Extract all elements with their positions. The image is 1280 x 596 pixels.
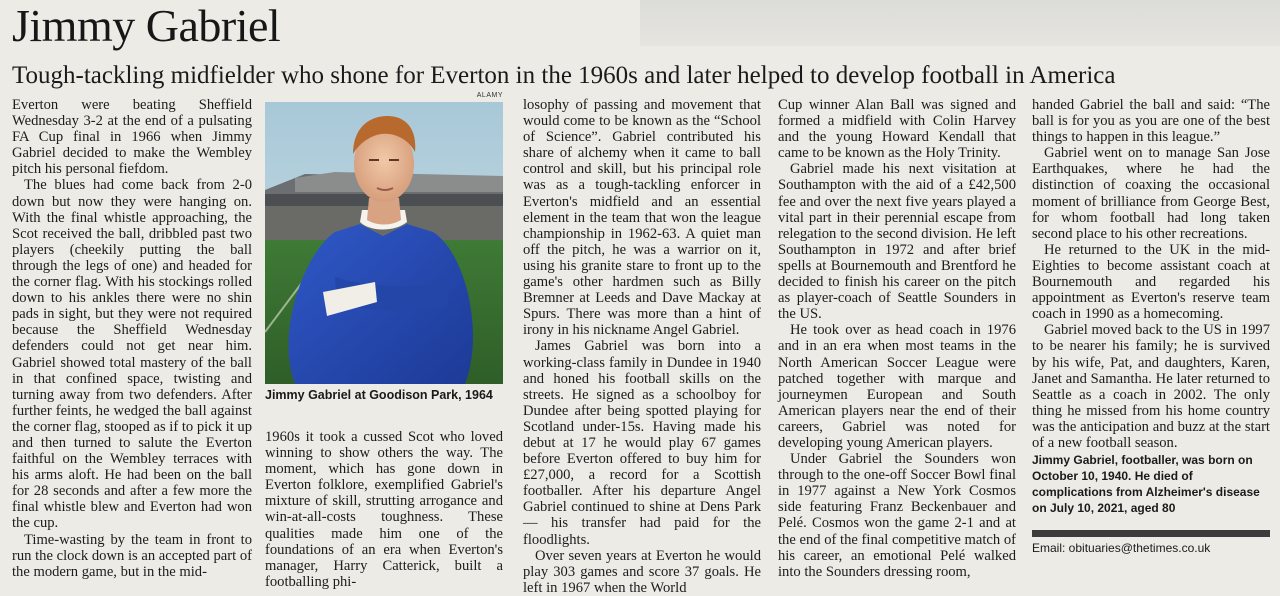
paragraph: James Gabriel was born into a working-class family in Dundee in 1940 and honed his football skills on the streets. He signed as a schoolboy for Dundee after being spotted playing for Scotland under-15s. Having made his debut at 17 he would play 67 games before Everton offered to buy him for £27,000, a record for a Scottish footballer. After his departure Angel Gabriel continued to shine at Dens Park — his transfer had paid for the floodlights.	[523, 338, 761, 548]
paragraph: handed Gabriel the ball and said: “The ball is for you as you are one of the best things to happen in this league.”	[1032, 97, 1270, 146]
body-column-4	[778, 97, 1016, 580]
body-column-5	[1032, 97, 1270, 451]
portrait-photo	[265, 102, 503, 384]
paragraph: Everton were beating Sheffield Wednesday 3-2 at the end of a pulsating FA Cup final in 1966 when Jimmy Gabriel decided to make the Wembley pitch his personal fiefdom.	[12, 97, 252, 178]
paragraph: losophy of passing and movement that would come to be known as the “School of Science”. Gabriel contributed his share of alchemy when it came to ball control and skill, but his principal role was as a tough-tackling enforcer in Everton's midfield and an essential element in the team that won the league championship in 1962-63. A quiet man off the pitch, he was a warrior on it, using his granite stare to front up to the game's other hardmen such as Billy Bremner at Leeds and Dave Mackay at Spurs. There was more than a hint of irony in his nickname Angel Gabriel.	[523, 97, 761, 339]
adjacent-page-bleed	[640, 0, 1280, 46]
contact-email[interactable]: Email: obituaries@thetimes.co.uk	[1032, 541, 1211, 555]
photo-block	[265, 92, 503, 384]
paragraph: He took over as head coach in 1976 and in an era when most teams in the North American Soccer League were patched together with marque and journeymen European and South American players near the end of their careers, Gabriel was noted for developing young American players.	[778, 322, 1016, 451]
bleed-through-text	[660, 6, 1260, 36]
paragraph: Over seven years at Everton he would play 303 games and score 37 goals. He left in 1967 when the World	[523, 547, 761, 596]
headline: Jimmy Gabriel	[12, 0, 281, 51]
paragraph: Cup winner Alan Ball was signed and formed a midfield with Colin Harvey and the young Howard Kendall that came to be known as the Holy Trinity.	[778, 97, 1016, 162]
paragraph: The blues had come back from 2-0 down but now they were hanging on. With the final whistle approaching, the Scot received the ball, dribbled past two players (cheekily putting the ball through the legs of one) and headed for the corner flag. With his stockings rolled down to his ankles there were no shin pads in sight, but they were not required because the Sheffield Wednesday defenders could not get near him. Gabriel showed total mastery of the ball in that confined space, twisting and turning away from two defenders. After further feints, he wedged the ball against the corner flag, stooped as if to pick it up and then turned to salute the Everton faithful on the Wembley terraces with his arms aloft. He had been on the ball for 28 seconds and after a few more the final whistle blew and Everton had won the cup.	[12, 177, 252, 532]
body-column-1	[12, 97, 252, 580]
photo-credit: ALAMY	[476, 92, 503, 99]
bio-note: Jimmy Gabriel, footballer, was born on October 10, 1940. He died of complications from Alzheimer's disease on July 10, 2021, aged 80	[1032, 453, 1260, 515]
paragraph: 1960s it took a cussed Scot who loved winning to show others the way. The moment, which has gone down in Everton folklore, exemplified Gabriel's mixture of skill, strutting arrogance and win-at-all-costs toughness. These qualities made him one of the foundations of an era when Everton's manager, Harry Catterick, built a footballing phi-	[265, 429, 503, 590]
paragraph: Under Gabriel the Sounders won through to the one-off Soccer Bowl final in 1977 against a New York Cosmos side featuring Franz Beckenbauer and Pelé. Cosmos won the game 2-1 and at the end of the final competitive match of his career, an emotional Pelé walked into the Sounders dressing room,	[778, 451, 1016, 580]
paragraph: Time-wasting by the team in front to run the clock down is an accepted part of the modern game, but in the mid-	[12, 531, 252, 580]
paragraph: Gabriel made his next visitation at Southampton with the aid of a £42,500 fee and over the next five years played a vital part in their perennial escape from relegation to the second division. He left Southampton in 1972 and after brief spells at Bournemouth and Brentford he decided to finish his career on the pitch as player-coach of Seattle Sounders in the US.	[778, 161, 1016, 323]
subtitle: Tough-tackling midfielder who shone for Everton in the 1960s and later helped to develop football in America	[12, 62, 1116, 89]
paragraph: Gabriel went on to manage San Jose Earthquakes, where he had the distinction of coaxing the occasional moment of brilliance from George Best, for whom football had long taken second place to his other recreations.	[1032, 145, 1270, 242]
divider-rule	[1032, 530, 1270, 537]
paragraph: Gabriel moved back to the US in 1997 to be nearer his family; he is survived by his wife, Pat, and daughters, Karen, Janet and Samantha. He later returned to Seattle as a coach in 2002. The only thing he missed from his home country was the anticipation and buzz at the start of a new football season.	[1032, 322, 1270, 451]
body-column-2	[265, 429, 503, 590]
body-column-3	[523, 97, 761, 596]
photo-caption: Jimmy Gabriel at Goodison Park, 1964	[265, 388, 493, 402]
paragraph: He returned to the UK in the mid-Eighties to become assistant coach at Bournemouth and regarded his appointment as Everton's reserve team coach in 1990 as a homecoming.	[1032, 241, 1270, 323]
